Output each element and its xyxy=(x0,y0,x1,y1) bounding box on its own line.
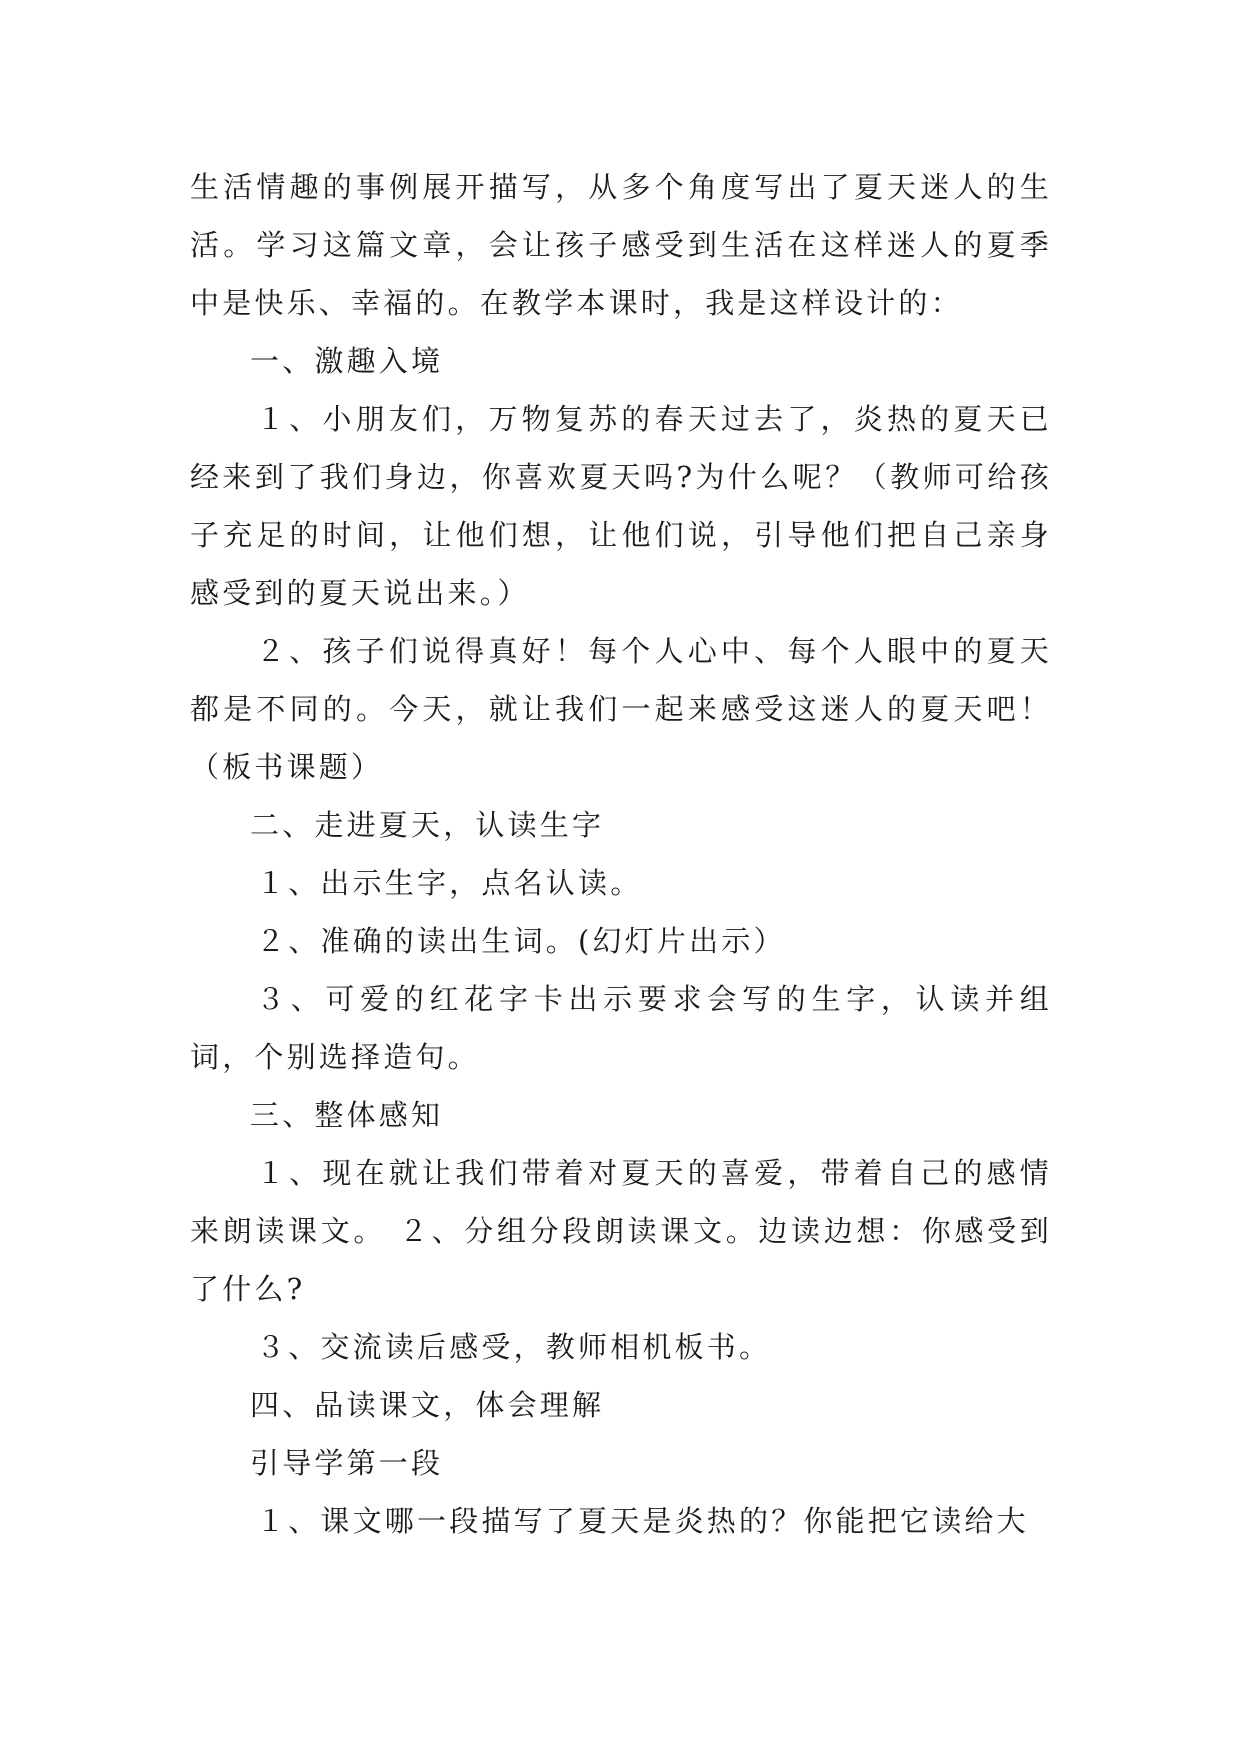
paragraph-item: １、小朋友们，万物复苏的春天过去了，炎热的夏天已经来到了我们身边，你喜欢夏天吗?为什么呢？（教师可给孩子充足的时间，让他们想，让他们说，引导他们把自己亲身感受到的夏天说出来。） xyxy=(190,402,1052,610)
paragraph-item: ３、交流读后感受，教师相机板书。 xyxy=(256,1330,772,1364)
paragraph-item: １、现在就让我们带着对夏天的喜爱，带着自己的感情来朗读课文。 ２、分组分段朗读课文。边读边想：你感受到了什么? xyxy=(190,1156,1052,1306)
paragraph-intro: 生活情趣的事例展开描写，从多个角度写出了夏天迷人的生活。学习这篇文章，会让孩子感受到生活在这样迷人的夏季中是快乐、幸福的。在教学本课时，我是这样设计的： xyxy=(190,170,1052,320)
section-heading-2: 二、走进夏天，认读生字 xyxy=(250,808,605,842)
section-heading-3: 三、整体感知 xyxy=(250,1098,444,1132)
paragraph-item: １、出示生字，点名认读。 xyxy=(256,866,643,900)
sub-heading: 引导学第一段 xyxy=(250,1446,444,1480)
paragraph-item: ３、可爱的红花字卡出示要求会写的生字，认读并组词，个别选择造句。 xyxy=(190,982,1052,1074)
document-body xyxy=(190,158,1052,1550)
paragraph-item: １、课文哪一段描写了夏天是炎热的？你能把它读给大 xyxy=(256,1504,1029,1538)
paragraph-item: ２、孩子们说得真好！每个人心中、每个人眼中的夏天都是不同的。今天，就让我们一起来感受这迷人的夏天吧！（板书课题） xyxy=(190,634,1052,784)
section-heading-4: 四、品读课文，体会理解 xyxy=(250,1388,605,1422)
paragraph-item: ２、准确的读出生词。(幻灯片出示） xyxy=(256,924,786,958)
section-heading-1: 一、激趣入境 xyxy=(250,344,444,378)
